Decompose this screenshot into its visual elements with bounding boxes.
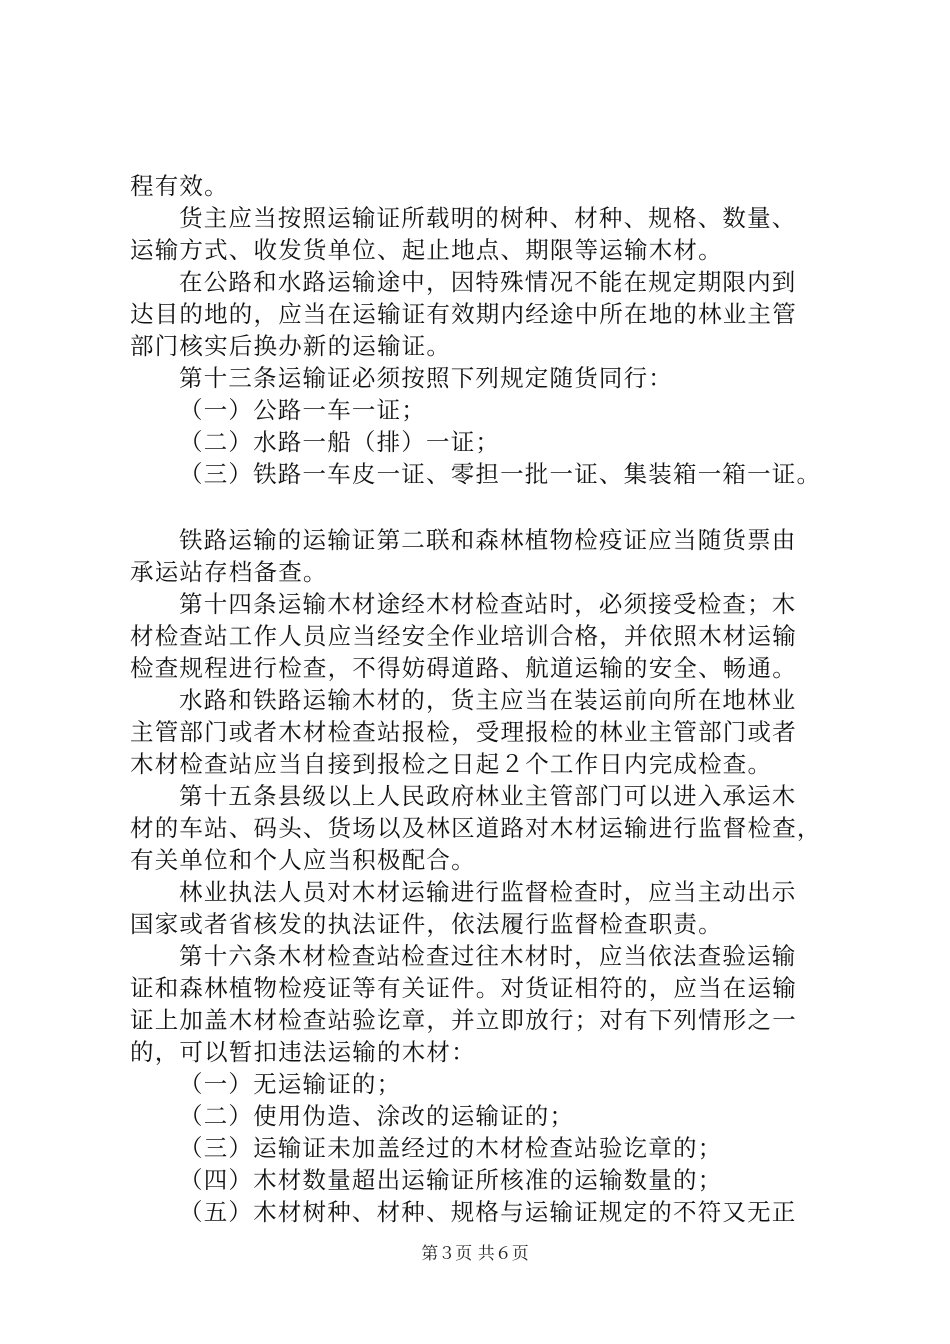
text-line: 铁路运输的运输证第二联和森林植物检疫证应当随货票由 (179, 526, 797, 554)
text-line: 达目的地的，应当在运输证有效期内经途中所在地的林业主管 (130, 300, 797, 328)
text-line: 水路和铁路运输木材的，货主应当在装运前向所在地林业 (179, 686, 797, 714)
text-line: 证和森林植物检疫证等有关证件。对货证相符的，应当在运输 (130, 974, 797, 1002)
text-line: 的，可以暂扣违法运输的木材： (130, 1038, 476, 1066)
text-line: 运输方式、收发货单位、起止地点、期限等运输木材。 (130, 236, 723, 264)
list-item: （四）木材数量超出运输证所核准的运输数量的； (179, 1166, 723, 1194)
body-text (130, 170, 850, 1228)
text-line: 材检查站工作人员应当经安全作业培训合格，并依照木材运输 (130, 622, 797, 650)
text-line: 证上加盖木材检查站验讫章，并立即放行；对有下列情形之一 (130, 1006, 797, 1034)
text-line: 材的车站、码头、货场以及林区道路对木材运输进行监督检查， (130, 814, 822, 842)
text-line: 货主应当按照运输证所载明的树种、材种、规格、数量、 (179, 204, 797, 232)
text-line: 检查规程进行检查，不得妨碍道路、航道运输的安全、畅通。 (130, 654, 797, 682)
paragraph-gap (130, 490, 850, 524)
text-line: 第十三条运输证必须按照下列规定随货同行： (179, 364, 673, 392)
list-item: （五）木材树种、材种、规格与运输证规定的不符又无正 (179, 1198, 797, 1226)
text-line: 主管部门或者木材检查站报检，受理报检的林业主管部门或者 (130, 718, 797, 746)
list-item: （二）使用伪造、涂改的运输证的； (179, 1102, 575, 1130)
text-line: 程有效。 (130, 172, 229, 200)
text-line: 国家或者省核发的执法证件，依法履行监督检查职责。 (130, 910, 723, 938)
list-item: （三）运输证未加盖经过的木材检查站验讫章的； (179, 1134, 723, 1162)
list-item: （一）无运输证的； (179, 1070, 402, 1098)
text-line: 林业执法人员对木材运输进行监督检查时，应当主动出示 (179, 878, 797, 906)
text-line: 有关单位和个人应当积极配合。 (130, 846, 476, 874)
page-footer: 第３页 共６页 (421, 1244, 529, 1264)
list-item: （三）铁路一车皮一证、零担一批一证、集装箱一箱一证。 (179, 460, 822, 488)
text-line: 第十五条县级以上人民政府林业主管部门可以进入承运木 (179, 782, 797, 810)
text-line: 木材检查站应当自接到报检之日起２个工作日内完成检查。 (130, 750, 773, 778)
text-line: 承运站存档备查。 (130, 558, 328, 586)
text-line: 在公路和水路运输途中，因特殊情况不能在规定期限内到 (179, 268, 797, 296)
text-line: 部门核实后换办新的运输证。 (130, 332, 452, 360)
list-item: （一）公路一车一证； (179, 396, 426, 424)
text-line: 第十四条运输木材途经木材检查站时，必须接受检查；木 (179, 590, 797, 618)
text-line: 第十六条木材检查站检查过往木材时，应当依法查验运输 (179, 942, 797, 970)
list-item: （二）水路一船（排）一证； (179, 428, 501, 456)
